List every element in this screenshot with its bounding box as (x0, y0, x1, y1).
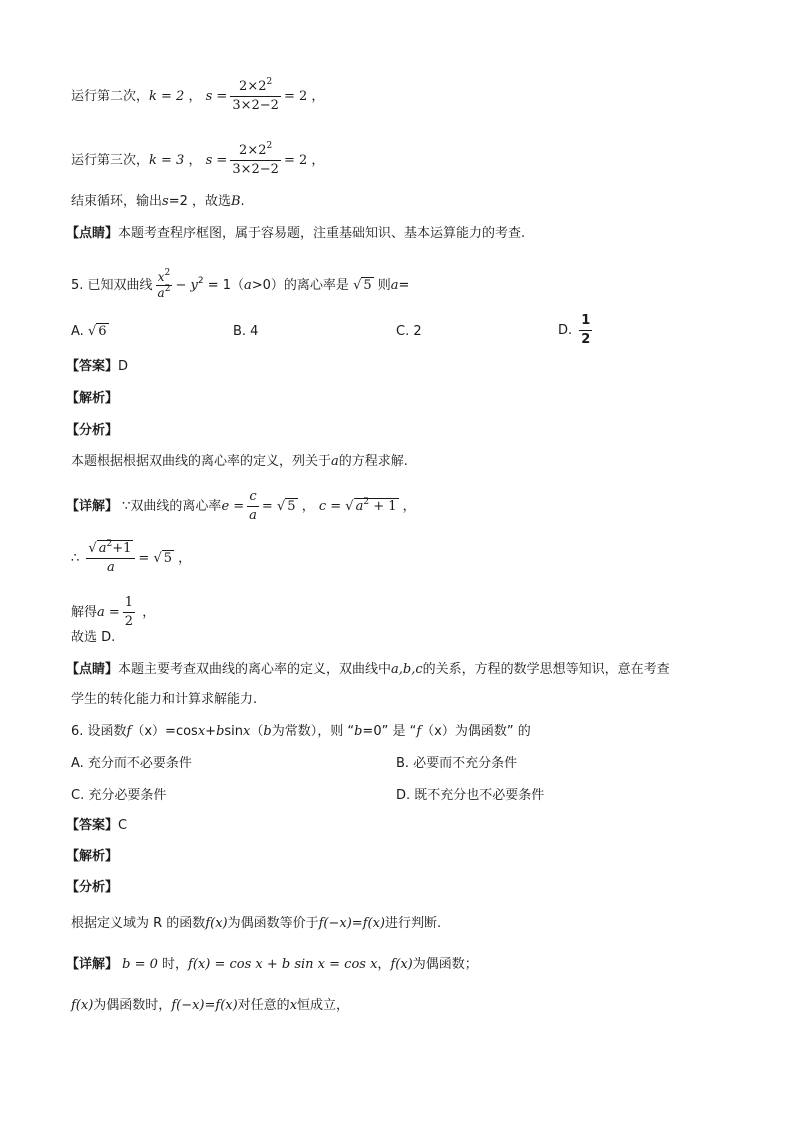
comment-tag: 【点睛】 (66, 226, 119, 241)
run-third-k: k = 3 (149, 153, 185, 168)
q5-answer: 【答案】D (66, 359, 129, 374)
run-third-fraction: $\frac{2\times 2^2}{3\times 2-2}$ (232, 141, 279, 177)
run-second-line: 运行第二次，k = 2 ， s = $\frac{2\times 2^2}{3\times 2-2}$ = 2 ， (71, 77, 325, 113)
q5-option-d: D. $\frac{1}{2}$ (558, 313, 591, 347)
q6-analysis-tag: 【解析】 (66, 849, 119, 864)
q5-option-a: A. √ 6 (71, 324, 107, 339)
q6-option-a: A. 充分而不必要条件 (71, 756, 192, 771)
separator: ， (188, 89, 202, 104)
run-third-s: s = (205, 153, 228, 168)
run-second-fraction: $\frac{2\times 2^2}{3\times 2-2}$ (232, 77, 279, 113)
q6-option-b: B. 必要而不充分条件 (396, 756, 518, 771)
run-third-result: = 2 (283, 153, 308, 168)
comment-q4: 【点睛】本题考查程序框图，属于容易题，注重基础知识、基本运算能力的考查. (66, 226, 526, 241)
q6-option-d: D. 既不充分也不必要条件 (396, 788, 545, 803)
q6-last-line: f(x)为偶函数时，f(−x)=f(x)对任意的x恒成立， (71, 998, 350, 1013)
q6-fenxi-tag: 【分析】 (66, 880, 119, 895)
sqrt-five: √ 5 (353, 278, 372, 293)
q5-solve-line: 解得a = $\frac{1}{2}$ ， (71, 595, 156, 629)
run-second-prefix: 运行第二次， (71, 89, 150, 104)
q5-fenxi-tag: 【分析】 (66, 423, 119, 438)
hyperbola-fraction: $\frac{x^2}{a^2}$ (157, 268, 171, 300)
q5-analysis-tag: 【解析】 (66, 391, 119, 406)
q5-choose: 故选 D. (71, 630, 116, 645)
separator: ， (188, 153, 202, 168)
q5-option-b: B. 4 (233, 324, 259, 339)
q6-detail-line: 【详解】 b = 0 时，f(x) = cos x + b sin x = cos x，f(x)为偶函数； (66, 957, 478, 972)
q6-fenxi-text: 根据定义域为 R 的函数f(x)为偶函数等价于f(−x)=f(x)进行判断. (71, 916, 442, 931)
question-5-stem: 5. 已知双曲线 $\frac{x^2}{a^2}$ − $y^2 = 1(a>0)$的离心率是 √ 5 则a= (71, 268, 410, 300)
q5-option-c: C. 2 (396, 324, 422, 339)
q5-comment-line-2: 学生的转化能力和计算求解能力. (71, 692, 258, 707)
q6-option-c: C. 充分必要条件 (71, 788, 167, 803)
run-second-s: s = (205, 89, 228, 104)
q5-detail-line: 【详解】 ∵双曲线的离心率e = $\frac{c}{a}$ = √ 5 ， c = √ $a^2 + 1$ ， (66, 489, 416, 523)
q5-comment-line-1: 【点睛】本题主要考查双曲线的离心率的定义，双曲线中a,b,c的关系，方程的数学思想等知识，意在考查 (66, 662, 670, 677)
run-second-k: k = 2 (149, 89, 185, 104)
q6-answer: 【答案】C (66, 818, 128, 833)
end-loop-line: 结束循环，输出s=2 ，故选B. (71, 194, 245, 209)
run-third-line: 运行第三次，k = 3 ， s = $\frac{2\times 2^2}{3\times 2-2}$ = 2 ， (71, 141, 325, 177)
question-6-stem: 6. 设函数f（x）=cosx+bsinx（b为常数），则 “b=0” 是 “f（x）为偶函数” 的 (71, 724, 531, 739)
run-second-result: = 2 (283, 89, 308, 104)
q5-fenxi-text: 本题根据根据双曲线的离心率的定义，列关于a的方程求解. (71, 454, 408, 469)
run-third-prefix: 运行第三次， (71, 153, 150, 168)
q5-therefore-line: ∴ $\frac{√ a^2+1}{a}$ = √ 5 ， (71, 539, 192, 575)
